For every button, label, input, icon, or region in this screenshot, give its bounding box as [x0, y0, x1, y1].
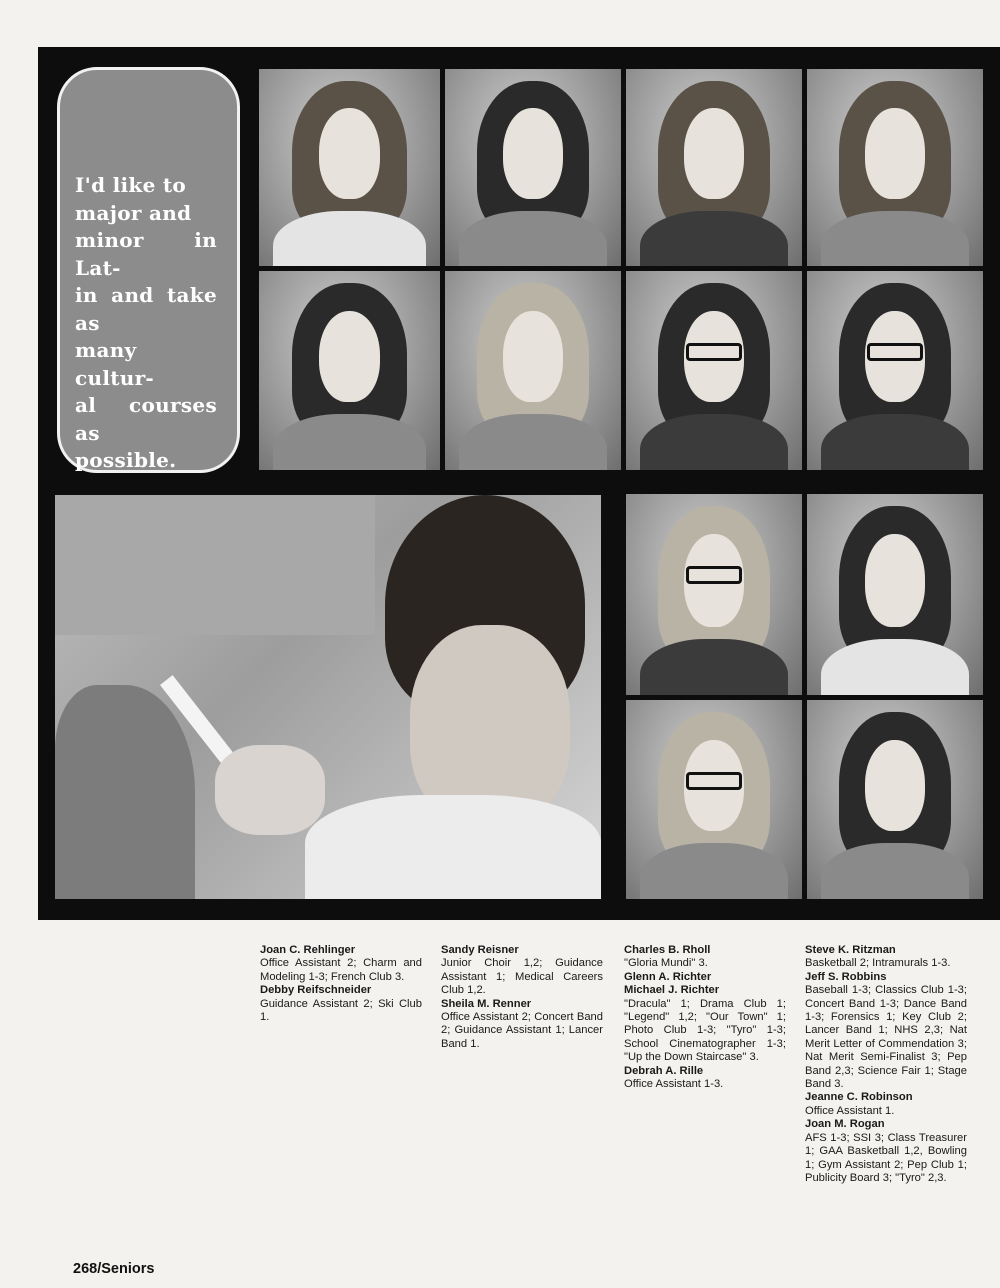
- quote-line: many cultur-: [75, 338, 155, 390]
- senior-activities: "Dracula" 1; Drama Club 1; "Legend" 1,2; "Our Town" 1; Photo Club 1-3; "Tyro" 1-3; School Cinematographer 1-3; "Up the Down Staircase" 3.: [624, 997, 786, 1064]
- senior-name: Steve K. Ritzman: [805, 944, 896, 956]
- quote-line: al courses as: [75, 393, 217, 445]
- pull-quote: [75, 172, 217, 475]
- page-footer-label: 268/Seniors: [73, 1261, 155, 1277]
- portrait-photo: [626, 69, 802, 266]
- portrait-photo: [807, 494, 983, 695]
- senior-name: Michael J. Richter: [624, 984, 720, 997]
- portrait-photo: [807, 271, 983, 470]
- quote-line: major and: [75, 200, 192, 225]
- portrait-photo: [445, 271, 621, 470]
- senior-name: Joan M. Rogan: [805, 1118, 885, 1131]
- senior-name: Jeanne C. Robinson: [805, 1091, 913, 1104]
- senior-activities: "Gloria Mundi" 3.: [624, 957, 708, 970]
- candid-photo: [55, 495, 601, 899]
- senior-name: Charles B. Rholl: [624, 944, 711, 956]
- senior-activities: AFS 1-3; SSI 3; Class Treasurer 1; GAA Basketball 1,2, Bowling 1; Gym Assistant 2; Pep Club 1; Publicity Board 3; "Tyro" 2,3.: [805, 1131, 967, 1184]
- senior-activities: Baseball 1-3; Classics Club 1-3; Concert Band 1-3; Dance Band 1-3; Forensics 1; Key Club 2; Lancer Band 1; NHS 2,3; Nat Merit Letter of Commendation 3; Nat Merit Semi-Finalist 3; Pep Band 2,3; Science Fair 1; Stage Band 3.: [805, 984, 967, 1091]
- portrait-photo: [445, 69, 621, 266]
- senior-activities: Guidance Assistant 2; Ski Club 1.: [260, 997, 422, 1024]
- senior-name: Debby Reifschneider: [260, 984, 372, 997]
- caption-column: [441, 944, 603, 1051]
- senior-name: Sheila M. Renner: [441, 997, 532, 1010]
- portrait-photo: [626, 271, 802, 470]
- caption-column: [805, 944, 967, 1185]
- senior-name: Joan C. Rehlinger: [260, 944, 356, 956]
- senior-activities: Office Assistant 1-3.: [624, 1078, 724, 1091]
- senior-activities: Office Assistant 2; Concert Band 2; Guidance Assistant 1; Lancer Band 1.: [441, 1011, 603, 1050]
- caption-column: [624, 944, 786, 1091]
- portrait-photo: [807, 69, 983, 266]
- portrait-photo: [626, 494, 802, 695]
- senior-name: Jeff S. Robbins: [805, 970, 887, 983]
- portrait-photo: [259, 271, 440, 470]
- portrait-photo: [626, 700, 802, 899]
- portrait-photo: [807, 700, 983, 899]
- senior-activities: Office Assistant 2; Charm and Modeling 1-3; French Club 3.: [260, 957, 422, 983]
- caption-column: [260, 944, 422, 1024]
- senior-name: Debrah A. Rille: [624, 1064, 704, 1077]
- quote-line: in and take as: [75, 283, 217, 335]
- senior-activities: Office Assistant 1.: [805, 1104, 895, 1117]
- portrait-photo: [259, 69, 440, 266]
- senior-activities: Basketball 2; Intramurals 1-3.: [805, 957, 951, 970]
- senior-activities: Junior Choir 1,2; Guidance Assistant 1; Medical Careers Club 1,2.: [441, 957, 603, 997]
- quote-line: I'd like to: [75, 173, 187, 197]
- quote-line: possible.: [75, 448, 177, 472]
- senior-name: Sandy Reisner: [441, 944, 519, 956]
- quote-line: minor in Lat-: [75, 228, 217, 280]
- senior-name: Glenn A. Richter: [624, 970, 712, 983]
